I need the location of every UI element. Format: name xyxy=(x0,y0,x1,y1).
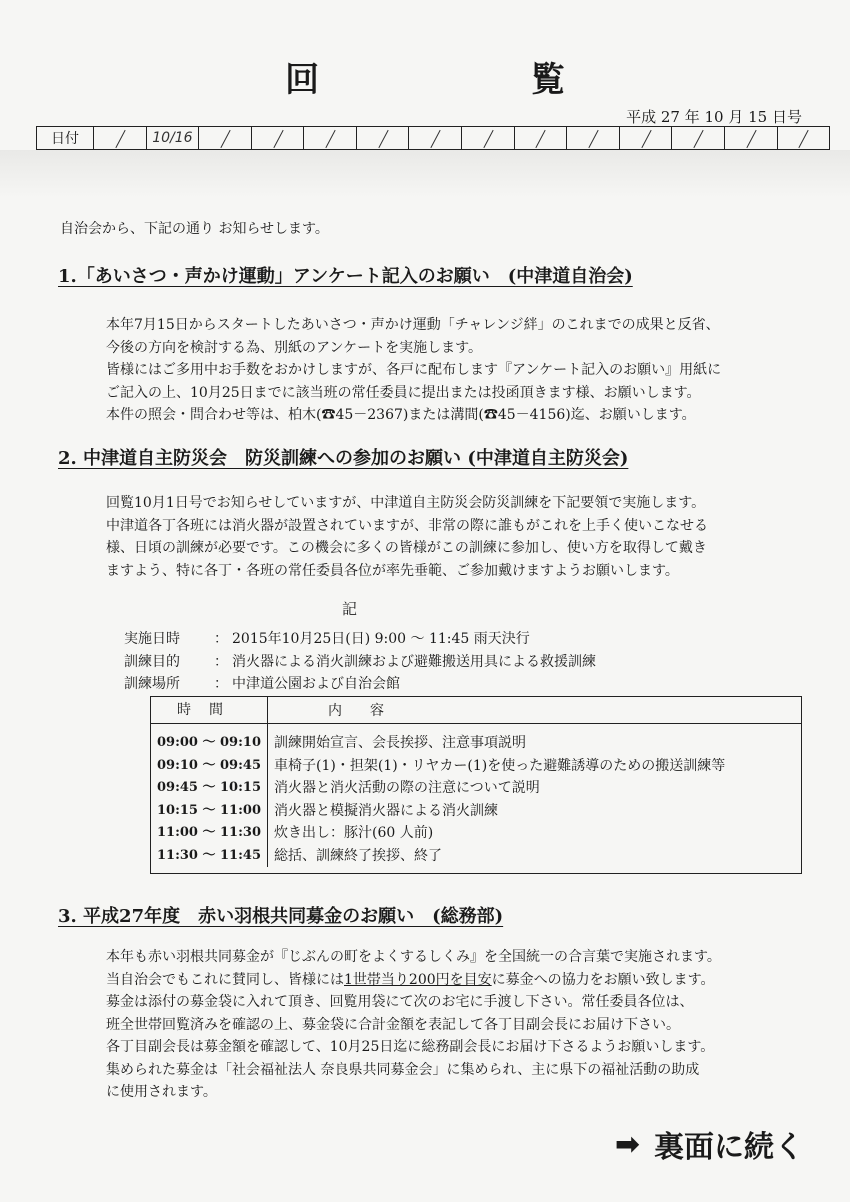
date-cell xyxy=(671,127,724,149)
slash-mark xyxy=(483,130,493,148)
intro-text: 自治会から、下記の通り お知らせします。 xyxy=(60,221,329,237)
schedule-table xyxy=(150,696,802,874)
issue-date: 平成 27 年 10 月 15 日号 xyxy=(626,108,802,126)
schedule-time: 09:00 ～ 09:10 xyxy=(156,735,261,750)
section2-line: 様、日頃の訓練が必要です。この機会に多くの皆様がこの訓練に参加し、使い方を取得して戴き xyxy=(106,540,707,556)
section3-line: 集められた募金は「社会福祉法人 奈良県共同募金会」に集められ、主に県下の福祉活動の助成 xyxy=(106,1061,700,1078)
page-title: 回 覧 xyxy=(285,60,665,100)
section2-line: 回覧10月1日号でお知らせしていますが、中津道自主防災会防災訓練を下記要領で実施します。 xyxy=(106,495,706,511)
slash-mark xyxy=(588,130,598,148)
detail-colon: ： xyxy=(214,653,228,670)
section3-line: 班全世帯回覧済みを確認の上、募金袋に合計金額を表記して各丁目副会長にお届け下さい。 xyxy=(106,1016,680,1033)
circulation-date-table xyxy=(36,126,830,150)
section3-body xyxy=(106,946,806,1104)
date-cell xyxy=(251,127,304,149)
slash-mark xyxy=(273,130,283,148)
slash-mark xyxy=(115,130,125,148)
detail-colon: ： xyxy=(214,676,228,692)
handwritten-date: 10/16 xyxy=(152,130,193,146)
schedule-content: 炊き出し：豚汁(60 人前) xyxy=(274,825,434,841)
continued-text: 裏面に続く xyxy=(654,1130,804,1165)
schedule-times xyxy=(151,724,268,867)
schedule-time: 10:15 ～ 11:00 xyxy=(156,802,261,818)
date-cell xyxy=(724,127,777,149)
detail-value: 中津道公園および自治会館 xyxy=(232,676,400,692)
date-cell xyxy=(514,127,567,149)
schedule-content: 消火器と模擬消火器による消火訓練 xyxy=(274,802,498,819)
date-cell xyxy=(146,127,199,149)
section3-line xyxy=(106,969,806,992)
section3-text: 当自治会でもこれに賛同し、皆様には xyxy=(106,971,344,988)
slash-mark xyxy=(694,130,704,148)
detail-label: 訓練目的 xyxy=(124,653,180,670)
slash-mark xyxy=(378,130,388,148)
date-cell xyxy=(198,127,251,149)
slash-mark xyxy=(220,130,230,148)
date-cell xyxy=(356,127,409,149)
slash-mark xyxy=(641,130,651,148)
date-cell xyxy=(566,127,619,149)
scan-shadow xyxy=(0,150,850,198)
section3-line: 募金は添付の募金袋に入れて頂き、回覧用袋にて次のお宅に手渡し下さい。常任委員各位は、 xyxy=(106,994,694,1010)
schedule-time: 11:30 ～ 11:45 xyxy=(156,847,261,863)
schedule-content: 訓練開始宣言、会長挨拶、注意事項説明 xyxy=(274,735,526,751)
schedule-time: 09:10 ～ 09:45 xyxy=(156,757,261,773)
schedule-content: 総括、訓練終了挨拶、終了 xyxy=(274,847,442,864)
section1-line: 本件の照会・問合わせ等は、柏木(☎45－2367)または溝間(☎45－4156)迄、お願いします。 xyxy=(106,407,696,423)
date-cell xyxy=(777,127,830,149)
section1-line: ご記入の上、10月25日までに該当班の常任委員に提出または投函頂きます様、お願いします。 xyxy=(106,384,701,401)
detail-value: 消火器による消火訓練および避難搬送用具による救援訓練 xyxy=(232,653,596,670)
slash-mark xyxy=(325,130,335,148)
donation-target: 1世帯当り200円を目安 xyxy=(344,971,492,988)
schedule-time: 09:45 ～ 10:15 xyxy=(156,780,261,795)
section2-line: ますよう、特に各丁・各班の常任委員各位が率先垂範、ご参加戴けますようお願いします。 xyxy=(106,562,679,579)
section2-body xyxy=(106,492,806,582)
section3-line: 本年も赤い羽根共同募金が『じぶんの町をよくするしくみ』を全国統一の合言葉で実施されます。 xyxy=(106,949,721,965)
date-cell xyxy=(303,127,356,149)
section1-line: 今後の方向を検討する為、別紙のアンケートを実施します。 xyxy=(106,339,483,356)
right-arrow-icon: ➡ xyxy=(614,1126,640,1162)
schedule-contents xyxy=(268,724,725,867)
schedule-content: 消火器と消火活動の際の注意について説明 xyxy=(274,780,540,796)
ki-mark: 記 xyxy=(342,600,358,618)
slash-mark xyxy=(536,130,546,148)
date-cell xyxy=(408,127,461,149)
schedule-time: 11:00 ～ 11:30 xyxy=(156,825,261,840)
date-label: 日付 xyxy=(51,131,79,147)
detail-row xyxy=(124,673,596,696)
detail-label: 訓練場所 xyxy=(124,676,180,692)
section1-line: 本年7月15日からスタートしたあいさつ・声かけ運動「チャレンジ絆」のこれまでの成果と反省、 xyxy=(106,317,720,333)
slash-mark xyxy=(799,130,809,148)
section3-heading: 3. 平成27年度 赤い羽根共同募金のお願い (総務部) xyxy=(58,906,504,927)
detail-row xyxy=(124,651,596,674)
schedule-header-content: 内容 xyxy=(328,703,412,719)
section1-body xyxy=(106,314,806,427)
schedule-header-time: 時間 xyxy=(151,697,268,723)
slash-mark xyxy=(746,130,756,148)
date-cell xyxy=(93,127,146,149)
detail-row xyxy=(124,628,596,651)
section3-text: に募金への協力をお願い致します。 xyxy=(491,971,715,988)
section1-line: 皆様にはご多用中お手数をおかけしますが、各戸に配布します『アンケート記入のお願い』用紙に xyxy=(106,362,722,378)
section3-line: に使用されます。 xyxy=(106,1084,217,1100)
schedule-header xyxy=(151,697,801,724)
training-details xyxy=(124,628,596,696)
section3-line: 各丁目副会長は募金額を確認して、10月25日迄に総務副会長にお届け下さるようお願いします。 xyxy=(106,1039,715,1055)
schedule-content: 車椅子(1)・担架(1)・リヤカー(1)を使った避難誘導のための搬送訓練等 xyxy=(274,757,726,774)
date-cell xyxy=(619,127,672,149)
slash-mark xyxy=(431,130,441,148)
section2-line: 中津道各丁各班には消火器が設置されていますが、非常の際に誰もがこれを上手く使いこなせる xyxy=(106,517,708,534)
detail-label: 実施日時 xyxy=(124,631,180,647)
continued-on-back xyxy=(615,1122,804,1166)
detail-value: 2015年10月25日(日) 9:00 ～ 11:45 雨天決行 xyxy=(232,631,530,647)
detail-colon: ： xyxy=(214,631,228,647)
date-cell xyxy=(461,127,514,149)
section2-heading: 2. 中津道自主防災会 防災訓練への参加のお願い (中津道自主防災会) xyxy=(58,448,629,469)
schedule-body xyxy=(151,724,801,867)
section1-heading: 1.「あいさつ・声かけ運動」アンケート記入のお願い (中津道自治会) xyxy=(58,266,633,287)
